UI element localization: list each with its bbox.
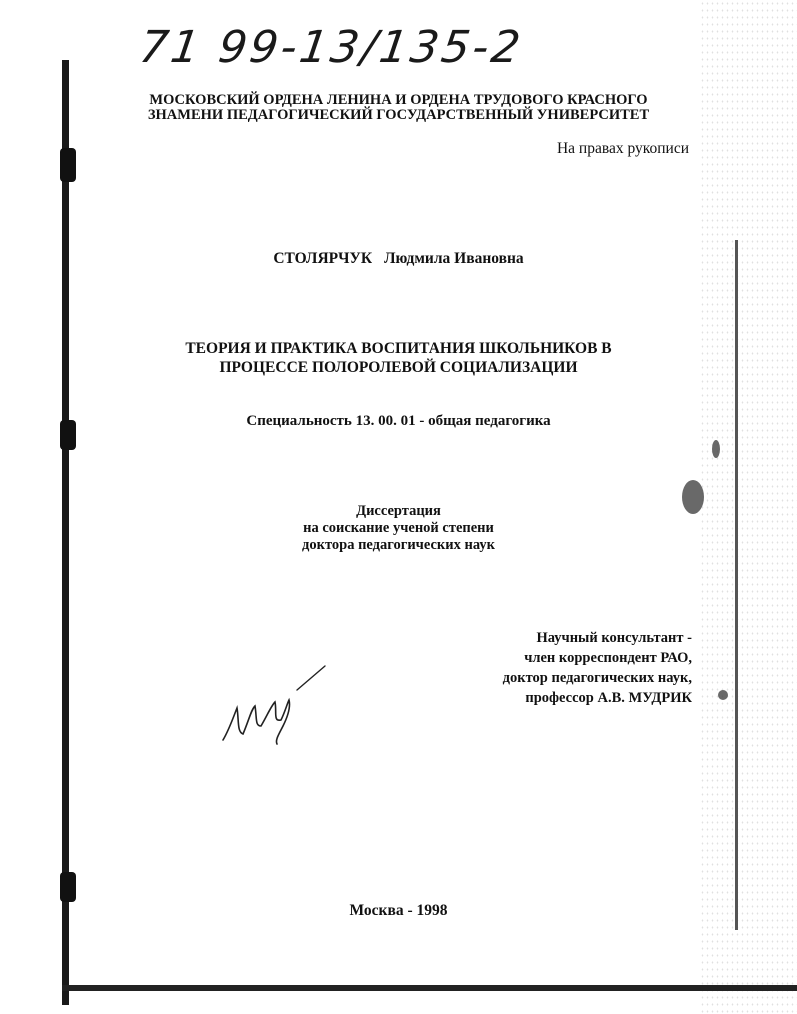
degree-line-1: Диссертация [356, 503, 441, 519]
scan-smudge [718, 690, 728, 700]
scan-binding-mark [60, 872, 76, 902]
dissertation-degree [0, 503, 797, 554]
advisor-line-4: профессор А.В. МУДРИК [525, 690, 692, 706]
scan-smudge [712, 440, 720, 458]
author-surname: СТОЛЯРЧУК [273, 250, 373, 267]
author-name [0, 250, 797, 268]
degree-line-3: доктора педагогических наук [302, 537, 495, 553]
university-name-line-1: МОСКОВСКИЙ ОРДЕНА ЛЕНИНА И ОРДЕНА ТРУДОВОГО КРАСНОГО [149, 92, 648, 108]
city-year: Москва - 1998 [349, 902, 448, 919]
specialty: Специальность 13. 00. 01 - общая педагогика [246, 413, 551, 429]
title-line-1: ТЕОРИЯ И ПРАКТИКА ВОСПИТАНИЯ ШКОЛЬНИКОВ В [185, 340, 612, 357]
scientific-advisor [503, 628, 692, 708]
archive-number: 71 99-13/135-2 [136, 22, 527, 73]
university-name-line-2: ЗНАМЕНИ ПЕДАГОГИЧЕСКИЙ ГОСУДАРСТВЕННЫЙ УНИВЕРСИТЕТ [147, 107, 650, 123]
advisor-line-1: Научный консультант - [536, 630, 692, 646]
dissertation-title [0, 339, 797, 377]
scan-bottom-edge [62, 985, 797, 991]
handwritten-signature [215, 660, 330, 750]
manuscript-note: На правах рукописи [556, 140, 689, 157]
title-line-2: ПРОЦЕССЕ ПОЛОРОЛЕВОЙ СОЦИАЛИЗАЦИИ [219, 359, 578, 376]
advisor-line-3: доктор педагогических наук, [502, 670, 692, 686]
advisor-line-2: член корреспондент РАО, [524, 650, 692, 666]
scan-binding-mark [60, 148, 76, 182]
degree-line-2: на соискание ученой степени [303, 520, 494, 536]
author-given-names: Людмила Ивановна [384, 250, 524, 267]
